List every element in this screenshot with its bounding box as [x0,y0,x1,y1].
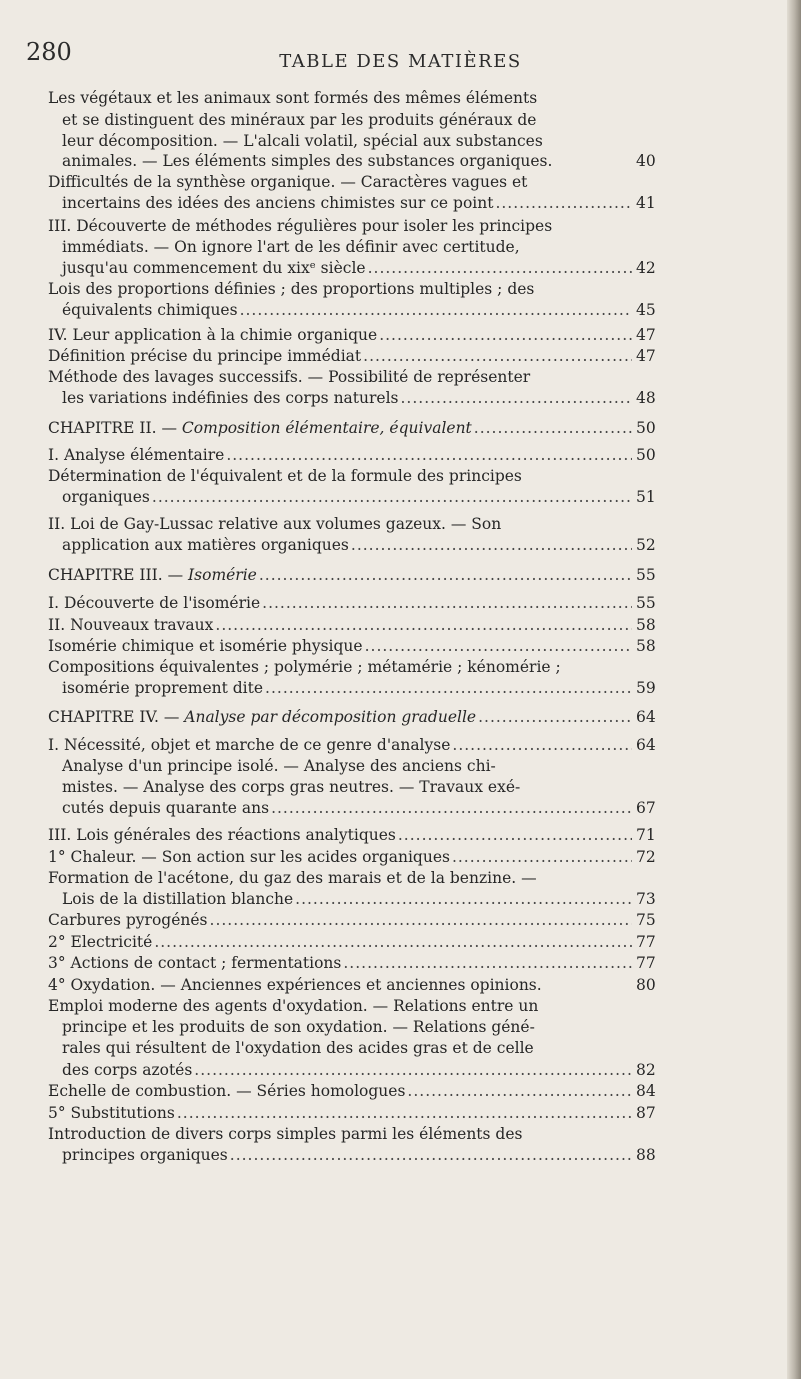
toc-entry-text: Echelle de combustion. — Séries homologues [48,1082,406,1100]
toc-page-ref: 40 [636,152,656,170]
leader-dots [265,676,632,700]
leader-dots [271,796,632,820]
toc-entry-text: incertains des idées des anciens chimistes sur ce point [62,194,494,212]
toc-page-ref: 84 [636,1082,656,1100]
toc-line [0,485,700,509]
toc-page-ref: 75 [636,911,656,929]
toc-page-ref: 47 [636,326,656,344]
toc-page-ref: 55 [636,566,656,584]
toc-entry-text: animales. — Les éléments simples des substances organiques. [62,152,553,170]
toc-entry-text: leur décomposition. — L'alcali volatil, spécial aux substances [62,132,543,150]
chapter-label: CHAPITRE IV. — [48,708,185,726]
toc-page-ref: 87 [636,1104,656,1122]
toc-line [0,908,700,932]
toc-line [0,386,700,410]
toc-entry-text: I. Découverte de l'isomérie [48,594,261,612]
toc-entry-text: principe et les produits de son oxydation. — Relations géné- [62,1018,535,1036]
leader-dots [262,591,632,615]
toc-page-ref: 50 [636,446,656,464]
toc-entry-text: organiques [62,488,150,506]
leader-dots [230,1143,632,1167]
toc-entry-text: I. Nécessité, objet et marche de ce genre d'analyse [48,736,451,754]
toc-line [0,1036,700,1060]
leader-dots [407,1079,632,1103]
toc-entry-text: jusqu'au commencement du xixᵉ siècle [62,259,366,277]
page-number: 280 [26,38,72,66]
toc-entry-text: équivalents chimiques [62,301,238,319]
toc-entry-text: 3° Actions de contact ; fermentations [48,954,342,972]
toc-entry-text: rales qui résultent de l'oxydation des acides gras et de celle [62,1039,534,1057]
toc-entry-text: immédiats. — On ignore l'art de les définir avec certitude, [62,238,520,256]
toc-page-ref: 80 [636,976,656,994]
leader-dots [478,705,632,729]
toc-entry-text: et se distinguent des minéraux par les produits généraux de [62,111,537,129]
toc-line [0,1143,700,1167]
toc-page-ref: 72 [636,848,656,866]
toc-entry-text: Difficultés de la synthèse organique. — Caractères vagues et [48,173,528,191]
toc-entry-text: 5° Substitutions [48,1104,175,1122]
toc-page-ref: 42 [636,259,656,277]
toc-chapter-heading [0,563,700,587]
toc-page-ref: 64 [636,708,656,726]
leader-dots [474,416,632,440]
leader-dots [240,298,632,322]
toc-entry-text: Emploi moderne des agents d'oxydation. — Relations entre un [48,997,539,1015]
toc-entry-text: Définition précise du principe immédiat [48,347,362,365]
toc-page-ref: 73 [636,890,656,908]
toc-entry-text [48,416,472,440]
toc-page-ref: 82 [636,1061,656,1079]
toc-entry-text: III. Découverte de méthodes régulières pour isoler les principes [48,217,553,235]
leader-dots [351,533,632,557]
toc-entry-text: isomérie proprement dite [62,679,264,697]
toc-page-ref: 67 [636,799,656,817]
toc-entry-text: 4° Oxydation. — Anciennes expériences et anciennes opinions. [48,976,542,994]
toc-entry-text: IV. Leur application à la chimie organique [48,326,378,344]
chapter-label: CHAPITRE III. — [48,566,189,584]
toc-entry-text: Formation de l'acétone, du gaz des marais et de la benzine. — [48,869,537,887]
chapter-title: Analyse par décomposition graduelle [184,708,477,726]
toc-entry-text [48,705,476,729]
toc-entry-text: I. Analyse élémentaire [48,446,225,464]
toc-line [0,951,700,975]
leader-dots [343,951,632,975]
toc-entry-text: Carbures pyrogénés [48,911,208,929]
running-head: TABLE DES MATIÈRES [279,51,522,72]
toc-chapter-heading [0,705,700,729]
toc-line [0,676,700,700]
leader-dots [259,563,632,587]
toc-entry-text: 2° Electricité [48,933,153,951]
toc-page-ref: 58 [636,616,656,634]
leader-dots [152,485,632,509]
toc-page-ref: 52 [636,536,656,554]
toc-page-ref: 50 [636,419,656,437]
toc-page-ref: 71 [636,826,656,844]
toc-entry-text: II. Nouveaux travaux [48,616,214,634]
toc-page-ref: 48 [636,389,656,407]
toc-entry-text: principes organiques [62,1146,228,1164]
toc-entry-text [48,563,257,587]
chapter-title: Composition élémentaire, équivalent [181,419,472,437]
toc-entry-text: 1° Chaleur. — Son action sur les acides organiques [48,848,450,866]
toc-entry-text: Lois de la distillation blanche [62,890,294,908]
toc-chapter-heading [0,416,700,440]
toc-page-ref: 64 [636,736,656,754]
toc-entry-text: les variations indéfinies des corps naturels [62,389,399,407]
toc-line [0,298,700,322]
leader-dots [210,908,632,932]
toc-line [0,591,700,615]
toc-page-ref: 77 [636,954,656,972]
toc-page-ref: 47 [636,347,656,365]
toc-page-ref: 45 [636,301,656,319]
toc-line [0,823,700,847]
toc-line [0,533,700,557]
toc-entry-text: Analyse d'un principe isolé. — Analyse des anciens chi- [62,757,496,775]
toc-entry-text: des corps azotés [62,1061,193,1079]
toc-page-ref: 77 [636,933,656,951]
toc-entry-text: Méthode des lavages successifs. — Possibilité de représenter [48,368,531,386]
toc-entry-text: III. Lois générales des réactions analytiques [48,826,396,844]
toc-line [0,86,700,110]
toc-page-ref: 55 [636,594,656,612]
toc-page-ref: 88 [636,1146,656,1164]
toc-entry-text: Isomérie chimique et isomérie physique [48,637,363,655]
leader-dots [495,191,632,215]
toc-line [0,796,700,820]
toc-page-ref: 59 [636,679,656,697]
toc-entry-text: Compositions équivalentes ; polymérie ; métamérie ; kénomérie ; [48,658,561,676]
leader-dots [401,386,633,410]
leader-dots [398,823,632,847]
toc-page-ref: 51 [636,488,656,506]
toc-entry-text: Détermination de l'équivalent et de la formule des principes [48,467,522,485]
toc-entry-text: Les végétaux et les animaux sont formés des mêmes éléments [48,89,538,107]
toc-line [0,1079,700,1103]
page-edge-shadow [787,0,801,1379]
toc-entry-text: Lois des proportions définies ; des proportions multiples ; des [48,280,535,298]
toc-entry-text: cutés depuis quarante ans [62,799,270,817]
chapter-label: CHAPITRE II. — [48,419,182,437]
toc-entry-text: mistes. — Analyse des corps gras neutres. — Travaux exé- [62,778,521,796]
toc-page-ref: 58 [636,637,656,655]
chapter-title: Isomérie [188,566,257,584]
toc-entry-text: Introduction de divers corps simples parmi les éléments des [48,1125,523,1143]
toc-entry-text: application aux matières organiques [62,536,349,554]
toc-entry-text: II. Loi de Gay-Lussac relative aux volumes gazeux. — Son [48,515,502,533]
toc-page-ref: 41 [636,194,656,212]
toc-line [0,191,700,215]
